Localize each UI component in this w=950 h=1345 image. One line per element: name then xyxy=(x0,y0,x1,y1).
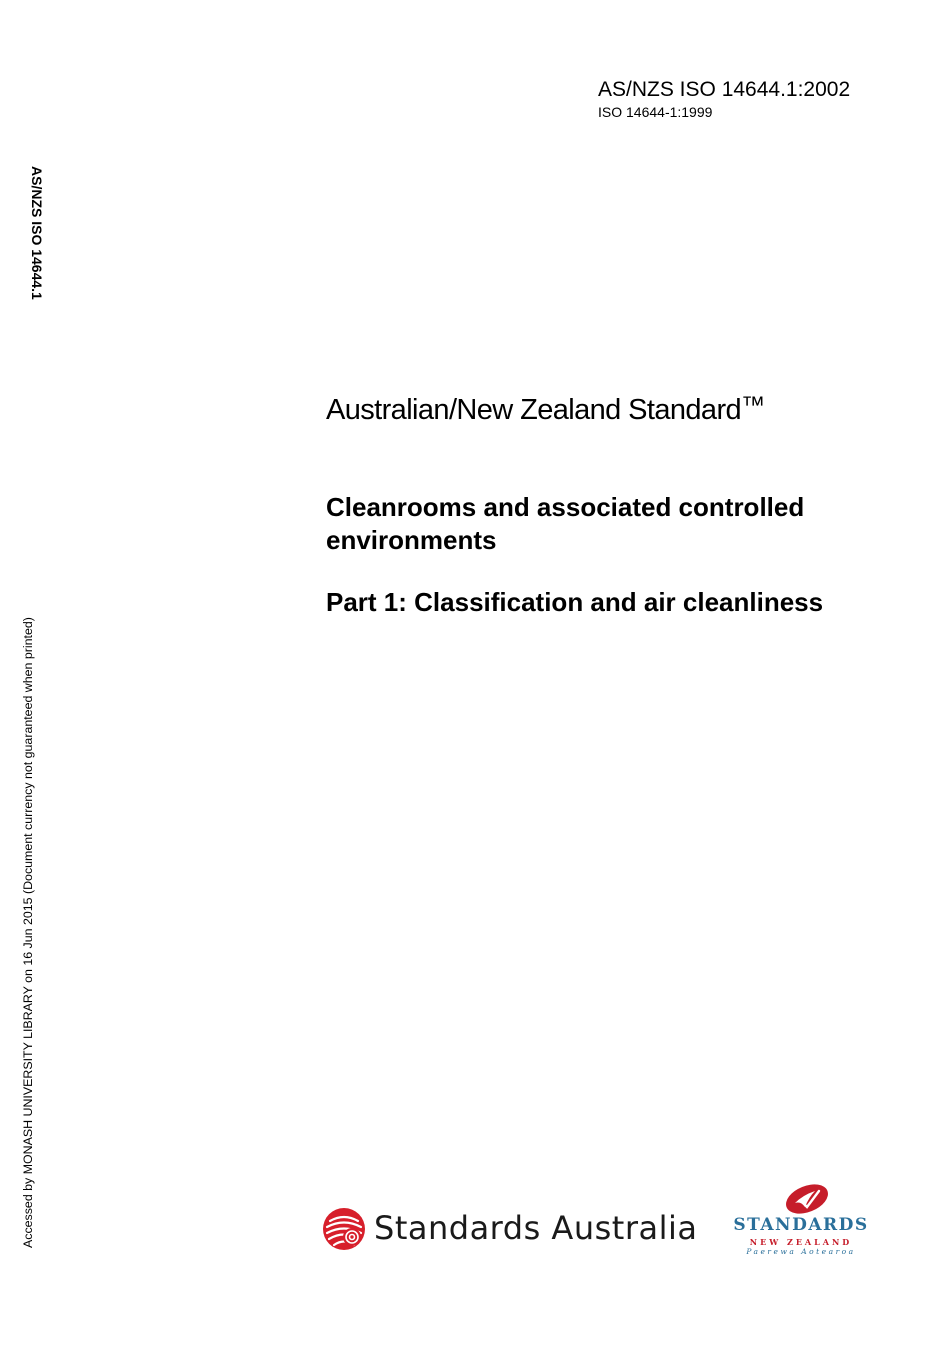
spine-reference-text: AS/NZS ISO 14644.1 xyxy=(29,166,45,300)
access-note-text: Accessed by MONASH UNIVERSITY LIBRARY on 16 Jun 2015 (Document currency not guaranteed when printed) xyxy=(21,617,35,1248)
spine-reference xyxy=(28,166,48,306)
standards-nz-maori-name: Paerewa Aotearoa xyxy=(746,1247,856,1256)
standards-new-zealand-logo xyxy=(733,1183,873,1263)
standards-australia-emblem-icon xyxy=(322,1207,366,1251)
standards-australia-logo xyxy=(322,1205,712,1253)
standards-nz-emblem-icon xyxy=(781,1183,833,1215)
document-subtitle: Part 1: Classification and air cleanliness xyxy=(326,587,824,617)
standards-nz-country: NEW ZEALAND xyxy=(749,1237,853,1247)
iso-number: ISO 14644-1:1999 xyxy=(598,104,713,120)
standard-type-heading xyxy=(326,388,764,428)
standards-nz-wordmark: STANDARDS xyxy=(733,1215,869,1235)
standard-type-text: Australian/New Zealand Standard xyxy=(326,394,742,426)
standard-number: AS/NZS ISO 14644.1:2002 xyxy=(598,78,851,101)
trademark-symbol: ™ xyxy=(741,392,765,419)
standards-australia-wordmark: Standards Australia xyxy=(374,1209,698,1247)
access-note xyxy=(20,596,38,1248)
document-title: Cleanrooms and associated controlled environments xyxy=(326,492,805,555)
